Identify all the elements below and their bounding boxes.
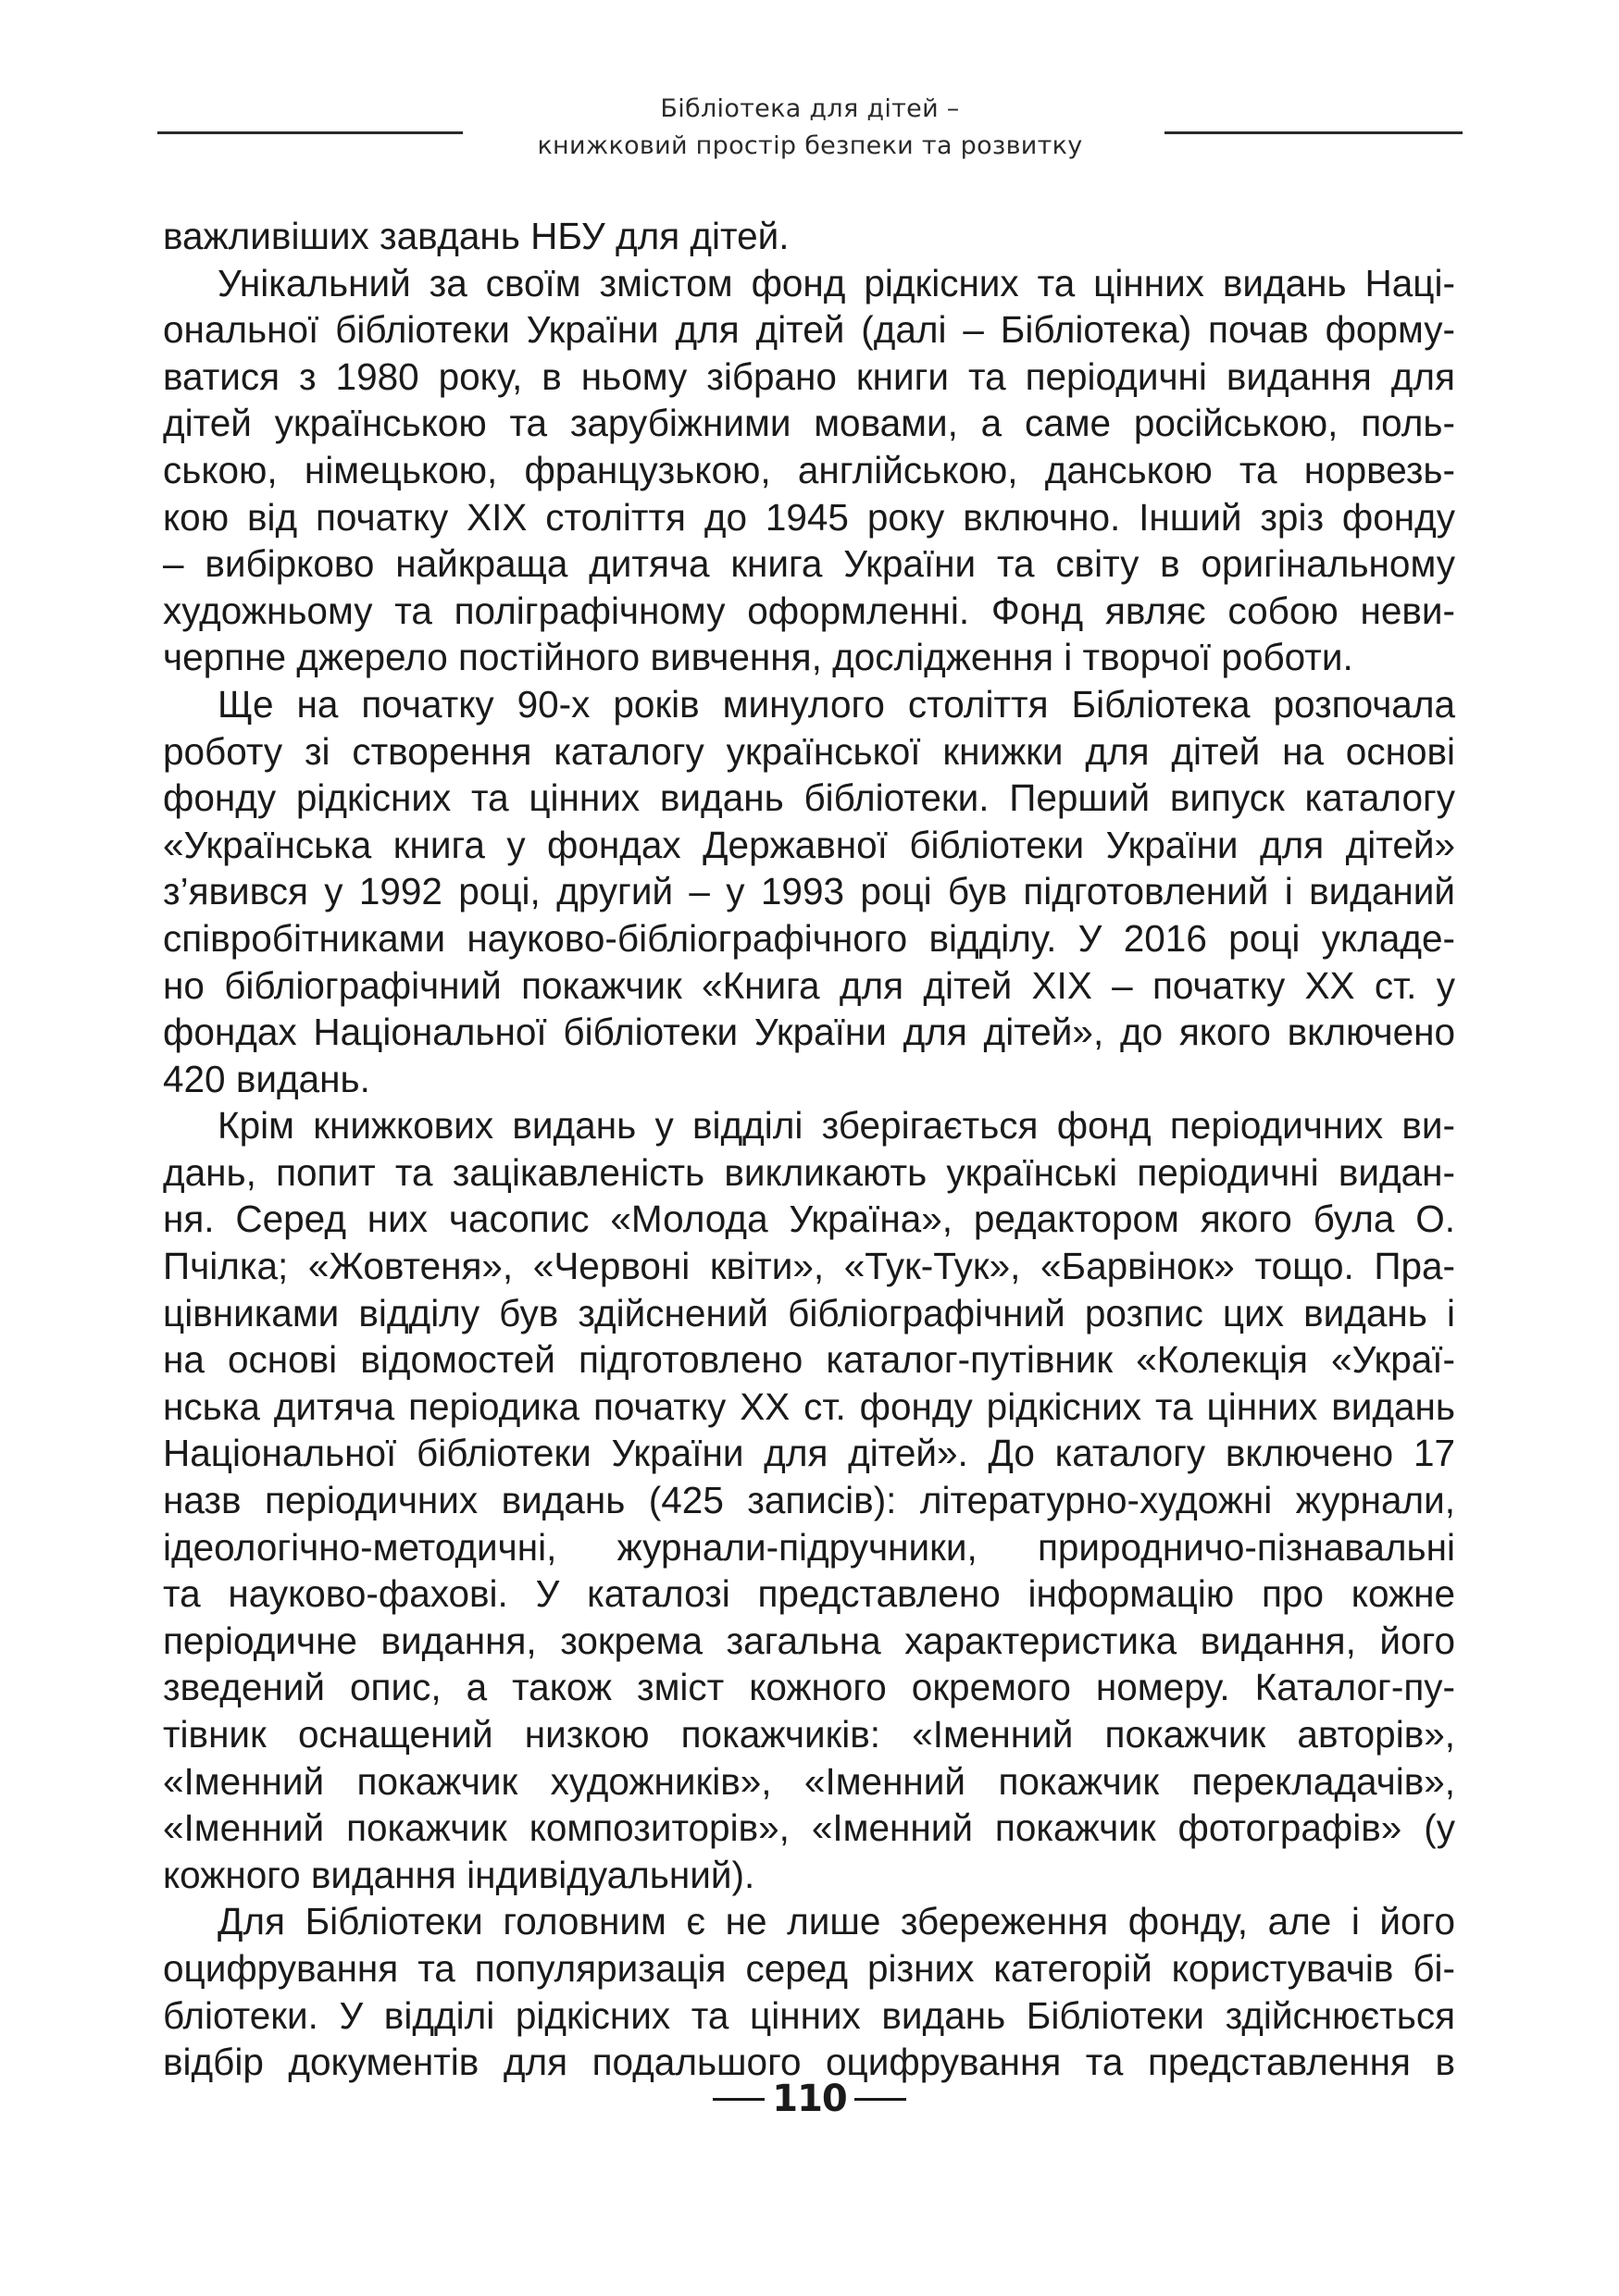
header-rule-left (157, 131, 463, 134)
text-line: бліотеки. У відділі рідкісних та цінних видань Бібліотеки здійснюється (163, 1993, 1455, 2037)
text-line: періодичне видання, зокрема загальна характеристика видання, його (163, 1619, 1455, 1662)
running-header-title (472, 91, 1148, 165)
text-line: важливіших завдань НБУ для дітей. (163, 215, 790, 257)
text-line: Пчілка; «Жовтеня», «Червоні квіти», «Тук-Тук», «Барвінок» тощо. Пра- (163, 1245, 1455, 1288)
footer-rule-left (713, 2098, 765, 2101)
page-number: 110 (772, 2078, 847, 2120)
text-line: на основі відомостей підготовлено каталог-путівник «Колекція «Украї- (163, 1338, 1455, 1382)
text-line: «Українська книга у фондах Державної бібліотеки України для дітей» (163, 823, 1455, 866)
text-line: дань, попит та зацікавленість викликають українські періодичні видан- (163, 1150, 1455, 1194)
text-line: з’явився у 1992 році, другий – у 1993 році був підготовлений і виданий (163, 870, 1455, 913)
text-line: ською, німецькою, французькою, англійською, данською та норвезь- (163, 448, 1455, 491)
paragraph (163, 1102, 1455, 1898)
text-line: ня. Серед них часопис «Молода Україна», редактором якого була О. (163, 1198, 1455, 1241)
text-line: тівник оснащений низкою покажчиків: «Іменний покажчик авторів», (163, 1713, 1455, 1756)
text-line: ватися з 1980 року, в ньому зібрано книги та періодичні видання для (163, 354, 1455, 398)
text-line: «Іменний покажчик художників», «Іменний покажчик перекладачів», (163, 1759, 1455, 1803)
paragraph (163, 213, 1455, 260)
text-line: Ще на початку 90-х років минулого століття Бібліотека розпочала (218, 682, 1455, 726)
text-line: «Іменний покажчик композиторів», «Іменний покажчик фотографів» (у (163, 1806, 1455, 1850)
text-line: но бібліографічний покажчик «Книга для дітей XIX – початку XX ст. у (163, 963, 1455, 1007)
text-line: зведений опис, а також зміст кожного окремого номеру. Каталог-пу- (163, 1666, 1455, 1709)
text-line: фонду рідкісних та цінних видань бібліотеки. Перший випуск каталогу (163, 776, 1455, 820)
text-line: кожного видання індивідуальний). (163, 1853, 755, 1896)
header-title-line-2: книжковий простір безпеки та розвитку (537, 131, 1083, 160)
text-line: Крім книжкових видань у відділі зберігається фонд періодичних ви- (218, 1104, 1455, 1148)
text-line: Для Бібліотеки головним є не лише збереження фонду, але і його (218, 1900, 1455, 1943)
text-line: дітей українською та зарубіжними мовами, а саме російською, поль- (163, 402, 1455, 445)
text-line: Унікальний за своїм змістом фонд рідкісних та цінних видань Наці- (218, 261, 1455, 304)
header-rule-right (1164, 131, 1463, 134)
text-line: ідеологічно-методичні, журнали-підручники, природничо-пізнавальні (163, 1525, 1455, 1569)
text-line: назв періодичних видань (425 записів): літературно-художні журнали, (163, 1479, 1455, 1522)
text-line: співробітниками науково-бібліографічного відділу. У 2016 році укладе- (163, 916, 1455, 960)
page-footer (0, 2073, 1619, 2128)
paragraph (163, 260, 1455, 681)
footer-inner (713, 2073, 906, 2125)
text-line: черпне джерело постійного вивчення, дослідження і творчої роботи. (163, 636, 1353, 679)
paragraph (163, 681, 1455, 1102)
text-line: кою від початку XIX століття до 1945 року включно. Інший зріз фонду (163, 495, 1455, 539)
text-line: Національної бібліотеки України для дітей». До каталогу включено 17 (163, 1432, 1455, 1475)
running-header (157, 89, 1463, 172)
footer-rule-right (854, 2098, 906, 2101)
text-line: оцифрування та популяризація серед різних категорій користувачів бі- (163, 1946, 1455, 1990)
text-line: роботу зі створення каталогу української книжки для дітей на основі (163, 729, 1455, 773)
text-line: нська дитяча періодика початку XX ст. фонду рідкісних та цінних видань (163, 1384, 1455, 1428)
paragraph (163, 1898, 1455, 2085)
text-line: ональної бібліотеки України для дітей (далі – Бібліотека) почав форму- (163, 308, 1455, 352)
text-line: 420 видань. (163, 1057, 370, 1100)
header-title-line-1: Бібліотека для дітей – (660, 94, 960, 123)
text-line: відбір документів для подальшого оцифрування та представлення в (163, 2041, 1455, 2084)
text-line: цівниками відділу був здійснений бібліографічний розпис цих видань і (163, 1291, 1455, 1334)
text-line: та науково-фахові. У каталозі представлено інформацію про кожне (163, 1572, 1455, 1616)
text-line: художньому та поліграфічному оформленні. Фонд являє собою неви- (163, 589, 1455, 632)
text-line: фондах Національної бібліотеки України для дітей», до якого включено (163, 1011, 1455, 1054)
body-text (163, 213, 1455, 2086)
text-line: – вибірково найкраща дитяча книга України та світу в оригінальному (163, 542, 1455, 586)
